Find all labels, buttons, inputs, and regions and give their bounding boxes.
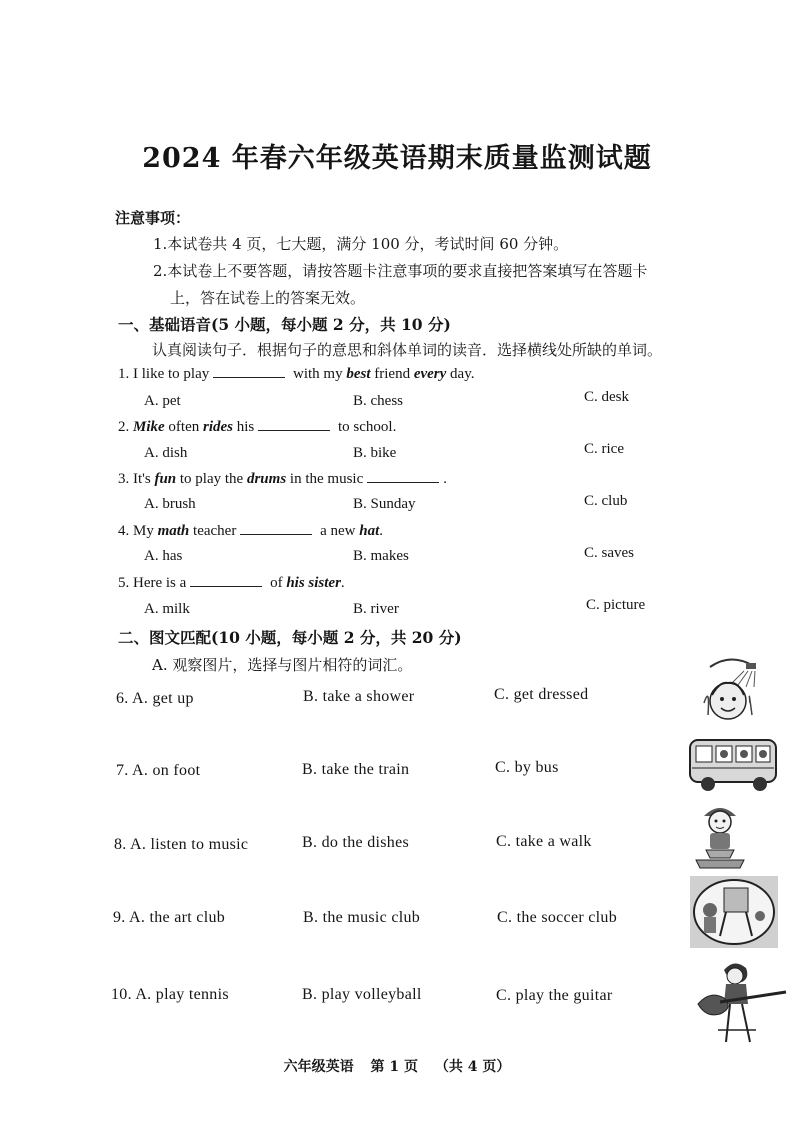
question-text: teacher	[193, 523, 237, 539]
italic-word: rides	[203, 419, 233, 435]
question-text: It's	[133, 471, 151, 487]
option-a: A. brush	[144, 496, 196, 512]
option-c: C. rice	[584, 441, 624, 457]
footer-subject: 六年级英语	[283, 1059, 354, 1075]
italic-word: hat	[359, 523, 380, 539]
option-c: C. club	[584, 493, 628, 509]
question-number: 5.	[118, 575, 130, 591]
option-c: C. by bus	[495, 759, 559, 776]
question-number: 3.	[118, 471, 130, 487]
question-2	[118, 419, 396, 436]
answer-blank	[190, 585, 262, 587]
option-c: C. desk	[584, 389, 629, 405]
question-text: his	[236, 419, 255, 435]
note-item-2: 2.本试卷上不要答题，请按答题卡注意事项的要求直接把答案填写在答题卡	[153, 262, 648, 280]
option-a: A. milk	[144, 601, 190, 617]
section2-heading: 二、图文匹配(10 小题，每小题 2 分，共 20 分)	[118, 628, 462, 647]
bus-picture-icon	[688, 736, 780, 794]
question-8: 8. A. listen to music	[114, 836, 249, 853]
option-c: C. saves	[584, 545, 634, 561]
footer-page: 第 1 页	[370, 1059, 418, 1075]
section1-instruction: 认真阅读句子．根据句子的意思和斜体单词的读音．选择横线处所缺的单词。	[152, 341, 663, 359]
question-text: .	[443, 471, 447, 487]
option-a: A. has	[144, 548, 183, 564]
option-a: A. on foot	[132, 762, 201, 779]
option-a: A. get up	[132, 690, 194, 707]
option-c: C. get dressed	[494, 686, 589, 703]
option-b: B. play volleyball	[302, 986, 422, 1003]
art-club-picture-icon	[690, 876, 778, 948]
question-text: in the music	[289, 471, 364, 487]
note-item-3: 上，答在试卷上的答案无效。	[170, 289, 366, 307]
question-text: .	[379, 523, 383, 539]
answer-blank	[367, 481, 439, 483]
option-b: B. Sunday	[353, 496, 416, 512]
option-c: C. the soccer club	[497, 909, 618, 926]
question-5	[118, 575, 345, 592]
option-b: B. makes	[353, 548, 409, 564]
exam-title: 2024 年春六年级英语期末质量监测试题	[142, 143, 652, 174]
answer-blank	[213, 376, 285, 378]
italic-word: his sister	[286, 575, 341, 591]
option-b: B. river	[353, 601, 399, 617]
question-number: 2.	[118, 419, 130, 435]
option-a: A. dish	[144, 445, 188, 461]
guitar-player-picture-icon	[690, 958, 788, 1044]
answer-blank	[258, 429, 330, 431]
italic-word: drums	[246, 471, 287, 487]
question-6: 6. A. get up	[116, 690, 194, 707]
question-text: My	[133, 523, 154, 539]
italic-word: best	[346, 366, 371, 382]
option-b: B. bike	[353, 445, 397, 461]
question-3	[118, 471, 447, 488]
section1-heading: 一、基础语音(5 小题，每小题 2 分，共 10 分)	[118, 315, 451, 334]
question-9: 9. A. the art club	[113, 909, 226, 926]
question-7: 7. A. on foot	[116, 762, 201, 779]
question-text: a new	[320, 523, 356, 539]
question-text: friend	[374, 366, 411, 382]
option-b: B. do the dishes	[302, 834, 410, 851]
question-text: to play the	[179, 471, 244, 487]
footer-total: （共 4 页）	[434, 1059, 511, 1075]
note-item-1: 1.本试卷共 4 页，七大题，满分 100 分，考试时间 60 分钟。	[153, 235, 569, 253]
girl-listening-picture-icon	[690, 800, 750, 870]
question-4	[118, 523, 383, 540]
page-footer	[0, 1056, 794, 1076]
question-text: Here is a	[133, 575, 187, 591]
question-text: day.	[450, 366, 475, 382]
question-number: 1.	[118, 366, 130, 382]
option-b: B. the music club	[303, 909, 421, 926]
question-text: of	[270, 575, 283, 591]
question-10: 10. A. play tennis	[111, 986, 229, 1003]
answer-blank	[240, 533, 312, 535]
shower-picture-icon	[690, 655, 770, 725]
option-c: C. picture	[586, 597, 646, 613]
option-a: A. the art club	[129, 909, 226, 926]
option-a: A. pet	[144, 393, 181, 409]
option-a: A. play tennis	[135, 986, 229, 1003]
italic-word: every	[413, 366, 447, 382]
option-c: C. take a walk	[496, 833, 592, 850]
option-b: B. chess	[353, 393, 403, 409]
italic-word: fun	[154, 471, 177, 487]
option-b: B. take a shower	[303, 688, 415, 705]
question-number: 4.	[118, 523, 130, 539]
option-a: A. listen to music	[130, 836, 249, 853]
section2-instruction: A. 观察图片，选择与图片相符的词汇。	[152, 656, 413, 674]
question-1	[118, 366, 474, 383]
notes-heading: 注意事项：	[115, 209, 191, 227]
italic-word: math	[157, 523, 190, 539]
question-text: often	[168, 419, 200, 435]
option-c: C. play the guitar	[496, 987, 613, 1004]
option-b: B. take the train	[302, 761, 410, 778]
question-text: with my	[292, 366, 343, 382]
question-text: .	[340, 575, 345, 591]
question-text: to school.	[338, 419, 397, 435]
question-text: I like to play	[133, 366, 210, 382]
italic-word: Mike	[133, 419, 165, 435]
